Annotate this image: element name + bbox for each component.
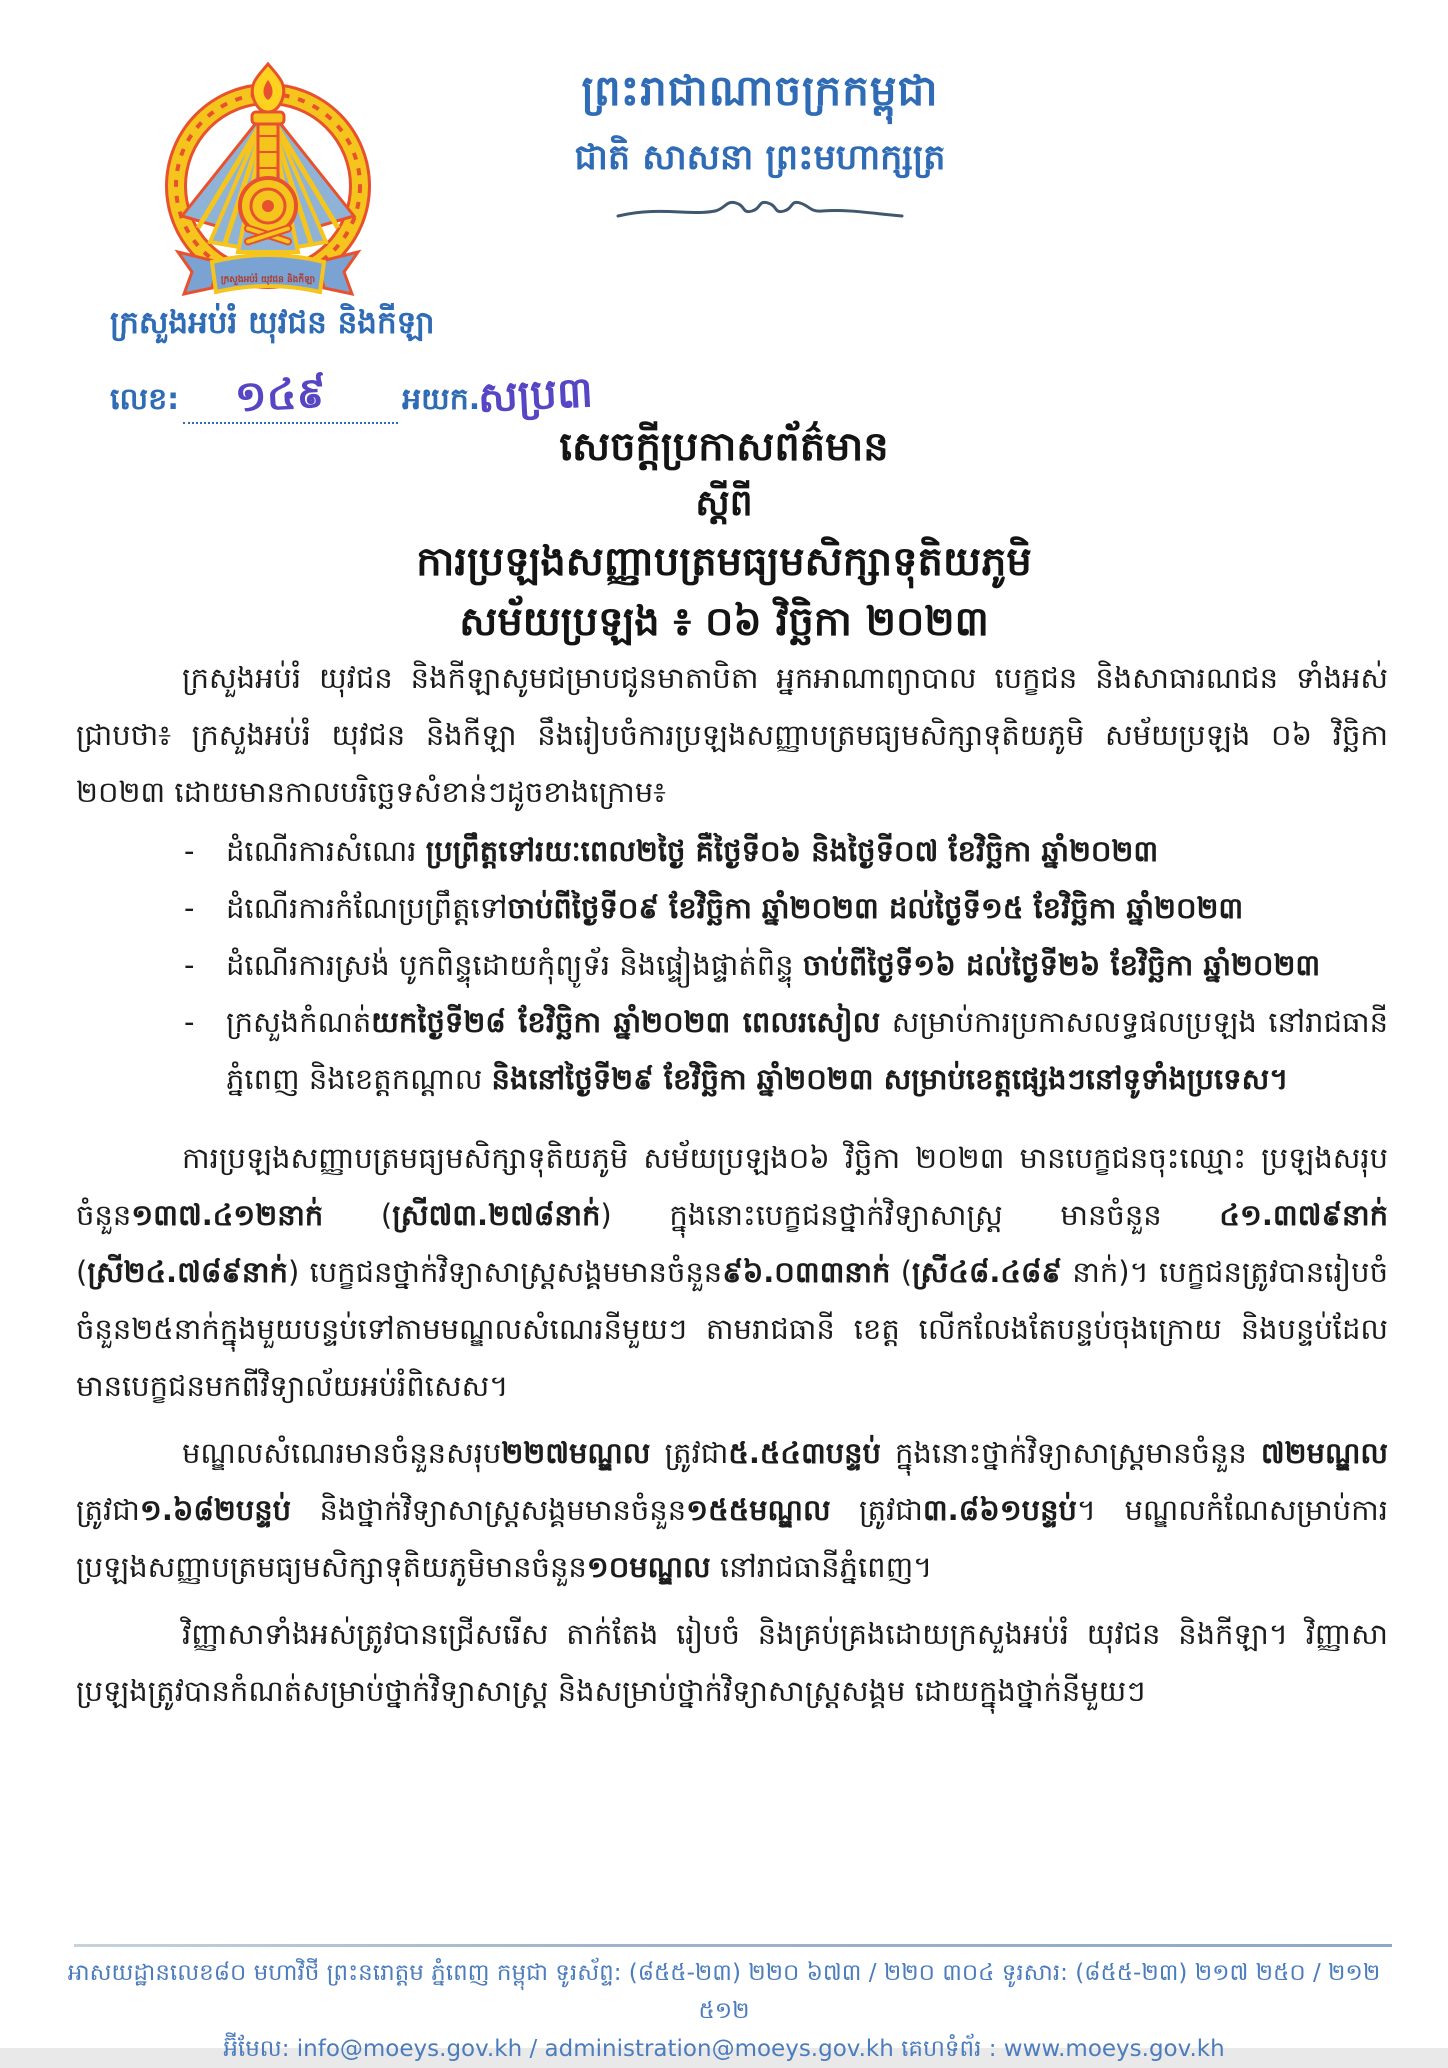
doc-number-handwritten: ១៤៩ bbox=[233, 367, 328, 422]
document-title bbox=[74, 418, 1374, 652]
document-number-line bbox=[110, 367, 670, 424]
list-item-text: ដំណើរការកំណែប្រព្រឹត្តទៅចាប់ពីថ្ងៃទី០៩ ខែវិច្ឆិកា ឆ្នាំ២០២៣ ដល់ថ្ងៃទី១៥ ខែវិច្ឆិកា ឆ្នាំ២០២៣ bbox=[226, 891, 1244, 925]
footer-address-phone: អាសយដ្ឋានលេខ៨០ មហាវិថី ព្រះនរោត្តម ភ្នំពេញ កម្ពុជា ទូរស័ព្ទ: (៨៥៥-២៣) ២២០ ៦៧៣ / ២២០ ៣០៤ ទូរសារ: (៨៥៥-២៣) ២១៧ ២៥០ / ២១២ ៥១២ bbox=[67, 1960, 1381, 2024]
footer-divider bbox=[74, 1944, 1392, 1947]
list-item bbox=[176, 937, 1388, 994]
list-item bbox=[176, 823, 1388, 880]
key-dates-list bbox=[76, 823, 1388, 1108]
dash-marker: - bbox=[184, 834, 195, 868]
title-line-3: ការប្រឡងសញ្ញាបត្រមធ្យមសិក្សាទុតិយភូមិ bbox=[416, 539, 1032, 585]
kingdom-header bbox=[420, 60, 1100, 230]
doc-number-suffix: អយក. bbox=[402, 382, 481, 417]
doc-number-label: លេខ: bbox=[110, 382, 180, 417]
dash-marker: - bbox=[184, 891, 195, 925]
list-item bbox=[176, 994, 1388, 1108]
paragraph-centers: មណ្ឌលសំណេរមានចំនួនសរុប២២៧មណ្ឌល ត្រូវជា៥.៥៤៣បន្ទប់ ក្នុងនោះថ្នាក់វិទ្យាសាស្ត្រមានចំនួន ៧២មណ្ឌល ត្រូវជា១.៦៨២បន្ទប់ និងថ្នាក់វិទ្យាសាស្ត្រសង្គមមានចំនួន១៥៥មណ្ឌល ត្រូវជា៣.៨៦១បន្ទប់។ មណ្ឌលកំណែសម្រាប់ការប្រឡងសញ្ញាបត្រមធ្យមសិក្សាទុតិយភូមិមានចំនួន១០មណ្ឌល នៅរាជធានីភ្នំពេញ។ bbox=[76, 1436, 1388, 1584]
list-item-text: ដំណើរការសំណេរ ប្រព្រឹត្តទៅរយៈពេល២ថ្ងៃ គឺថ្ងៃទី០៦ និងថ្ងៃទី០៧ ខែវិច្ឆិកា ឆ្នាំ២០២៣ bbox=[226, 834, 1159, 868]
list-item bbox=[176, 880, 1388, 937]
dash-marker: - bbox=[184, 948, 195, 982]
paragraph-intro: ក្រសួងអប់រំ យុវជន និងកីឡាសូមជម្រាបជូនមាតាបិតា អ្នកអាណាព្យាបាល បេក្ខជន និងសាធារណជន ទាំងអស់ជ្រាបថា៖ ក្រសួងអប់រំ យុវជន និងកីឡា នឹងរៀបចំការប្រឡងសញ្ញាបត្រមធ្យមសិក្សាទុតិយភូមិ សម័យប្រឡង ០៦ វិច្ឆិកា ២០២៣ ដោយមានកាលបរិច្ឆេទសំខាន់ៗដូចខាងក្រោម៖ bbox=[76, 661, 1388, 809]
title-line-1: សេចក្តីប្រកាសព័ត៌មាន bbox=[559, 424, 889, 470]
list-item-text: ក្រសួងកំណត់យកថ្ងៃទី២៨ ខែវិច្ឆិកា ឆ្នាំ២០២៣ ពេលរសៀល សម្រាប់ការប្រកាសលទ្ធផលប្រឡង នៅរាជធានីភ្នំពេញ និងខេត្តកណ្តាល និងនៅថ្ងៃទី២៩ ខែវិច្ឆិកា ឆ្នាំ២០២៣ សម្រាប់ខេត្តផ្សេងៗនៅទូទាំងប្រទេស។ bbox=[226, 1005, 1388, 1096]
title-line-4: សម័យប្រឡង ៖ ០៦ វិច្ឆិកា ២០២៣ bbox=[459, 599, 989, 645]
ornament-divider-icon bbox=[610, 192, 910, 226]
title-line-2: ស្តីពី bbox=[695, 483, 753, 524]
document-body bbox=[76, 650, 1388, 1730]
doc-number-handwritten-2: សប្រ៣ bbox=[476, 367, 595, 422]
kingdom-line1: ព្រះរាជាណាចក្រកម្ពុជា bbox=[581, 66, 939, 115]
emblem-banner-text: ក្រសួងអប់រំ យុវជន និងកីឡា bbox=[220, 275, 316, 285]
footer bbox=[40, 1954, 1408, 2068]
dash-marker: - bbox=[184, 1005, 195, 1039]
paragraph-candidates: ការប្រឡងសញ្ញាបត្រមធ្យមសិក្សាទុតិយភូមិ សម័យប្រឡង០៦ វិច្ឆិកា ២០២៣ មានបេក្ខជនចុះឈ្មោះ ប្រឡងសរុបចំនួន១៣៧.៤១២នាក់ (ស្រី៧៣.២៧៨នាក់) ក្នុងនោះបេក្ខជនថ្នាក់វិទ្យាសាស្ត្រ មានចំនួន ៤១.៣៧៩នាក់ (ស្រី២៤.៧៨៩នាក់) បេក្ខជនថ្នាក់វិទ្យាសាស្ត្រសង្គមមានចំនួន៩៦.០៣៣នាក់ (ស្រី៤៨.៤៨៩ នាក់)។ បេក្ខជនត្រូវបានរៀបចំចំនួន២៥នាក់ក្នុងមួយបន្ទប់ទៅតាមមណ្ឌលសំណេរនីមួយៗ តាមរាជធានី ខេត្ត លើកលែងតែបន្ទប់ចុងក្រោយ និងបន្ទប់ដែលមានបេក្ខជនមកពីវិទ្យាល័យអប់រំពិសេស។ bbox=[76, 1141, 1388, 1403]
paragraph-exam-papers: វិញ្ញាសាទាំងអស់ត្រូវបានជ្រើសរើស តាក់តែង រៀបចំ និងគ្រប់គ្រងដោយក្រសួងអប់រំ យុវជន និងកីឡា។ វិញ្ញាសាប្រឡងត្រូវបានកំណត់សម្រាប់ថ្នាក់វិទ្យាសាស្ត្រ និងសម្រាប់ថ្នាក់វិទ្យាសាស្ត្រសង្គម ដោយក្នុងថ្នាក់នីមួយៗ bbox=[76, 1617, 1388, 1708]
ministry-block bbox=[110, 300, 670, 424]
footer-email-web: អ៊ីមែល: info@moeys.gov.kh / administration@moeys.gov.kh គេហទំព័រ : www.moeys.gov.kh bbox=[223, 2036, 1225, 2062]
moeys-emblem-icon bbox=[148, 56, 388, 302]
list-item-text: ដំណើរការស្រង់ បូកពិន្ទុដោយកុំព្យូទ័រ និងផ្ទៀងផ្ទាត់ពិន្ទុ ចាប់ពីថ្ងៃទី១៦ ដល់ថ្ងៃទី២៦ ខែវិច្ឆិកា ឆ្នាំ២០២៣ bbox=[226, 948, 1321, 982]
ministry-name: ក្រសួងអប់រំ យុវជន និងកីឡា bbox=[110, 305, 435, 341]
kingdom-line2: ជាតិ សាសនា ព្រះមហាក្សត្រ bbox=[574, 138, 946, 178]
